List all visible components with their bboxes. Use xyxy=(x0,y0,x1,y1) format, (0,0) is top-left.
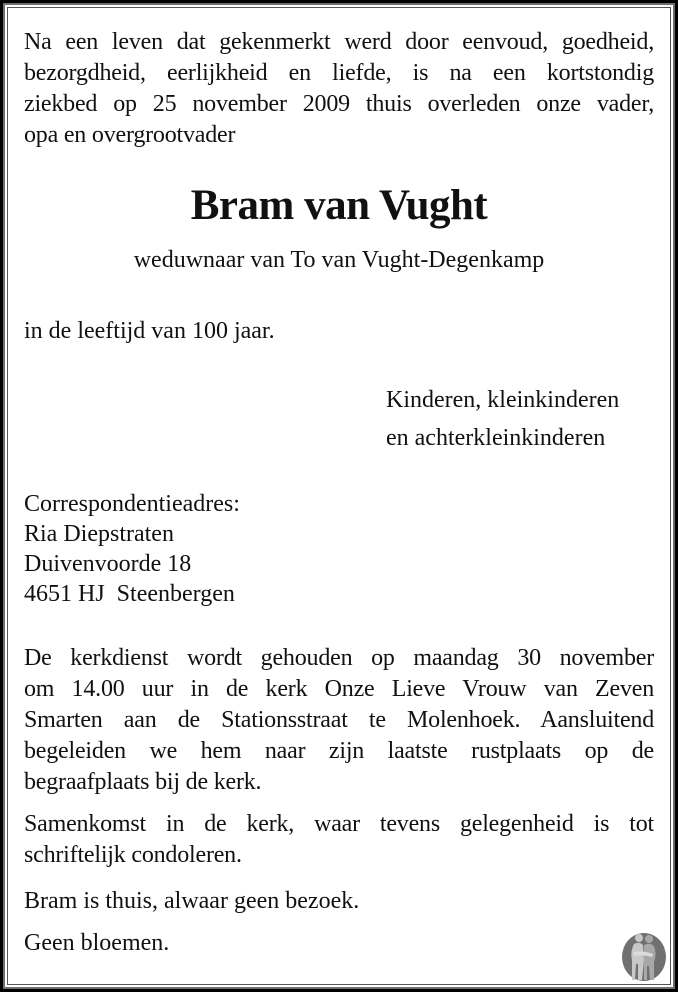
gathering-line: schriftelijk condoleren. xyxy=(24,842,242,868)
family-line: en achterkleinkinderen xyxy=(386,425,606,451)
service-line: om 14.00 uur in de kerk Onze Lieve Vrouw van Zeven xyxy=(24,676,654,702)
gathering-paragraph xyxy=(24,809,654,871)
no-flowers-note: Geen bloemen. xyxy=(24,930,170,956)
age-line: in de leeftijd van 100 jaar. xyxy=(24,318,275,344)
intro-line: ziekbed op 25 november 2009 thuis overleden onze vader, xyxy=(24,91,654,117)
family-signature xyxy=(386,381,619,457)
address-street: Duivenvoorde 18 xyxy=(24,551,192,577)
intro-paragraph xyxy=(24,27,654,151)
intro-line: opa en overgrootvader xyxy=(24,122,236,148)
correspondence-address xyxy=(24,489,240,609)
intro-line: bezorgdheid, eerlijkheid en liefde, is na een kortstondig xyxy=(24,60,654,86)
address-label: Correspondentieadres: xyxy=(24,491,240,517)
service-line: begraafplaats bij de kerk. xyxy=(24,769,262,795)
service-line: De kerkdienst wordt gehouden op maandag 30 november xyxy=(24,645,654,671)
family-line: Kinderen, kleinkinderen xyxy=(386,387,620,413)
service-line: begeleiden we hem naar zijn laatste rustplaats op de xyxy=(24,738,654,764)
service-line: Smarten aan de Stationsstraat te Molenhoek. Aansluitend xyxy=(24,707,654,733)
widower-subtitle: weduwnaar van To van Vught-Degenkamp xyxy=(133,247,545,273)
address-name: Ria Diepstraten xyxy=(24,521,174,547)
address-city: 4651 HJ Steenbergen xyxy=(24,581,235,607)
embracing-figures-icon xyxy=(620,930,668,982)
gathering-line: Samenkomst in de kerk, waar tevens gelegenheid is tot xyxy=(24,811,654,837)
home-visit-note: Bram is thuis, alwaar geen bezoek. xyxy=(24,888,360,914)
service-paragraph xyxy=(24,643,654,798)
intro-line: Na een leven dat gekenmerkt werd door eenvoud, goedheid, xyxy=(24,29,654,55)
deceased-name: Bram van Vught xyxy=(190,182,488,229)
